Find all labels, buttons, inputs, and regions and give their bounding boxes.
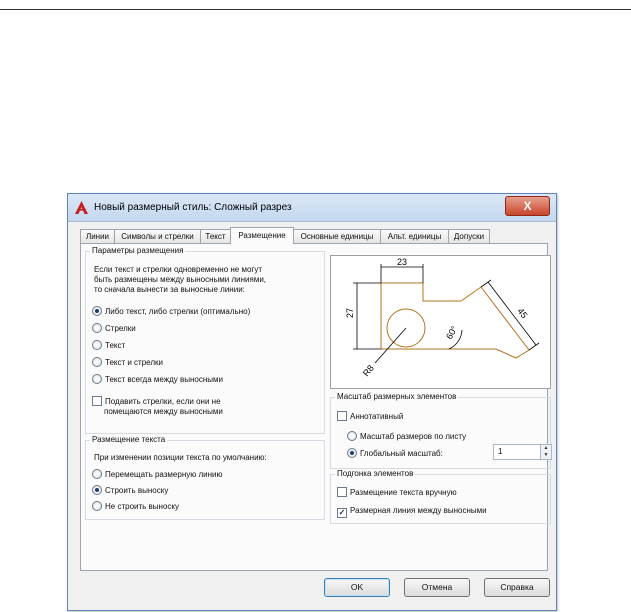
placement-description-line-3: то сначала вынести за выносные линии: [94, 285, 245, 294]
tab-alternate-units[interactable]: Альт. единицы [380, 229, 449, 243]
radio-text[interactable]: Текст [92, 340, 125, 350]
dim-diagonal-label: 45 [515, 306, 530, 321]
tab-tolerances[interactable]: Допуски [448, 229, 490, 243]
text-placement-description: При изменении позиции текста по умолчанию: [94, 453, 267, 462]
global-scale-input[interactable] [493, 444, 552, 460]
text-placement-group [85, 435, 325, 520]
cancel-button[interactable]: Отмена [404, 578, 470, 597]
preview-drawing [331, 256, 550, 388]
manual-text-placement-checkbox[interactable]: Размещение текста вручную [337, 487, 457, 497]
placement-description-line-1: Если текст и стрелки одновременно не могут [94, 265, 262, 274]
fine-tuning-title: Подгонка элементов [337, 469, 414, 478]
text-placement-title: Размещение текста [92, 435, 166, 444]
annotative-checkbox[interactable]: Аннотативный [337, 411, 403, 421]
radio-indicator[interactable] [92, 485, 102, 495]
dimension-style-dialog [67, 193, 557, 611]
checkbox-box[interactable] [92, 396, 102, 406]
global-scale-value: 1 [498, 447, 503, 456]
radio-indicator[interactable] [347, 448, 357, 458]
dim-left-label: 27 [345, 307, 355, 318]
radio-text-and-arrows[interactable]: Текст и стрелки [92, 357, 163, 367]
radio-text-always-between[interactable]: Текст всегда между выносными [92, 374, 223, 384]
radio-indicator[interactable] [92, 323, 102, 333]
radio-indicator[interactable] [92, 469, 102, 479]
dimension-scale-title: Масштаб размерных элементов [337, 392, 457, 401]
radio-move-dim-line[interactable]: Перемещать размерную линию [92, 469, 223, 479]
fine-tuning-group [330, 469, 551, 524]
tab-primary-units[interactable]: Основные единицы [293, 229, 381, 243]
radio-indicator[interactable] [92, 501, 102, 511]
ok-button[interactable]: OK [324, 578, 390, 597]
placement-options-title: Параметры размещения [92, 246, 184, 255]
dim-radius-label: R8 [360, 363, 376, 379]
title-bar[interactable] [68, 194, 556, 222]
spin-up-icon[interactable]: ▲ [543, 445, 549, 451]
global-scale-spinner[interactable] [540, 445, 551, 459]
close-button[interactable]: X [505, 196, 550, 216]
dim-line-between-checkbox[interactable]: ✓ Размерная линия между выносными [338, 506, 487, 517]
radio-arrows[interactable]: Стрелки [92, 323, 136, 333]
dim-top-label: 23 [397, 257, 408, 267]
autocad-logo-icon [75, 201, 88, 214]
preview-pane [330, 255, 551, 389]
suppress-arrows-checkbox[interactable]: Подавить стрелки, если они не [92, 396, 221, 406]
placement-description-line-2: быть размещены между выносными линиями, [94, 275, 267, 284]
dim-angle-label: 60° [444, 324, 460, 341]
radio-global-scale[interactable]: Глобальный масштаб: [347, 448, 443, 458]
placement-panel [80, 243, 548, 571]
suppress-arrows-label-line-2: помещаются между выносными [104, 407, 223, 416]
radio-indicator[interactable] [347, 431, 357, 441]
radio-without-leader[interactable]: Не строить выноску [92, 501, 179, 511]
page-top-rule [0, 9, 631, 10]
radio-text-or-arrows[interactable]: Либо текст, либо стрелки (оптимально) [92, 306, 250, 316]
tab-placement[interactable]: Размещение [230, 227, 294, 244]
tab-symbols-arrows[interactable]: Символы и стрелки [114, 229, 201, 243]
radio-scale-to-layout[interactable]: Масштаб размеров по листу [347, 431, 466, 441]
radio-indicator[interactable] [92, 340, 102, 350]
radio-with-leader[interactable]: Строить выноску [92, 485, 168, 495]
window-title: Новый размерный стиль: Сложный разрез [94, 202, 292, 213]
checkbox-box[interactable] [337, 487, 347, 497]
placement-options-group [85, 246, 325, 434]
radio-indicator[interactable] [92, 306, 102, 316]
checkbox-box[interactable] [337, 411, 347, 421]
tab-lines[interactable]: Линии [80, 229, 115, 243]
radio-indicator[interactable] [92, 374, 102, 384]
checkmark-icon[interactable]: ✓ [338, 508, 346, 517]
help-button[interactable]: Справка [484, 578, 550, 597]
radio-indicator[interactable] [92, 357, 102, 367]
tab-text[interactable]: Текст [200, 229, 231, 243]
spin-down-icon[interactable]: ▼ [543, 452, 549, 458]
